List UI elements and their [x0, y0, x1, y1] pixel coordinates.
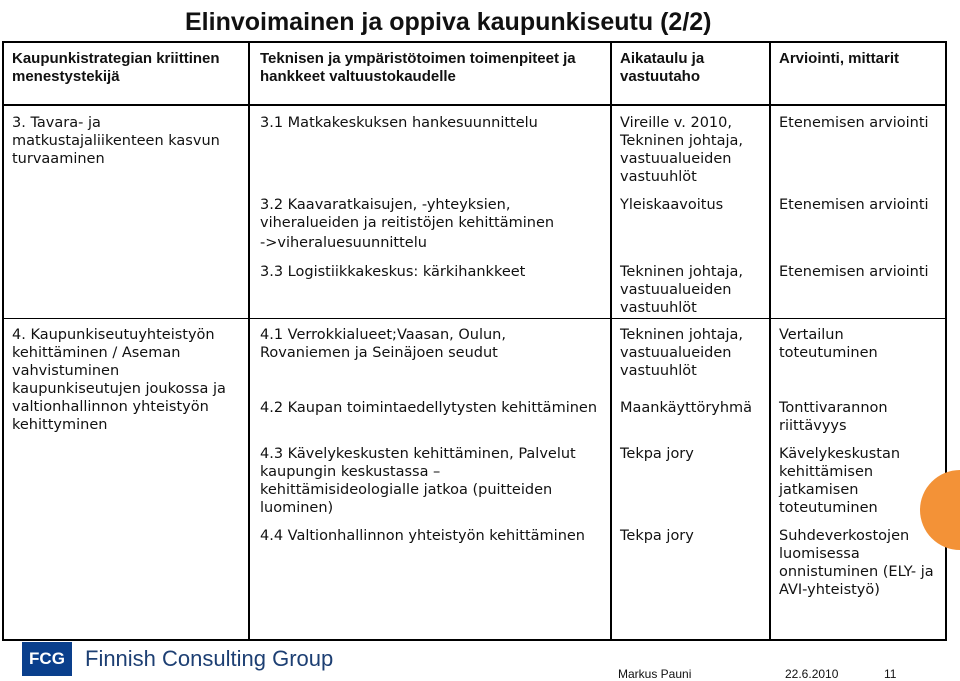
metric-3-3: Etenemisen arviointi — [779, 264, 929, 280]
action-4-2: 4.2 Kaupan toimintaedellytysten kehittäminen — [260, 400, 598, 416]
metric-4-4: Suhdeverkostojen luomisessa onnistuminen (ELY- ja AVI-yhteistyö) — [779, 528, 934, 598]
metric-3-2: Etenemisen arviointi — [779, 197, 929, 213]
section-divider — [2, 318, 947, 319]
column-divider — [248, 41, 250, 641]
schedule-3-1: Vireille v. 2010, Tekninen johtaja, vastuualueiden vastuuhlöt — [620, 115, 744, 185]
column-divider — [610, 41, 612, 641]
schedule-4-1: Tekninen johtaja, vastuualueiden vastuuhlöt — [620, 327, 744, 379]
schedule-4-2: Maankäyttöryhmä — [620, 400, 753, 416]
metric-3-1: Etenemisen arviointi — [779, 115, 929, 131]
header-actions: Teknisen ja ympäristötoimen toimenpiteet ja hankkeet valtuustokaudelle — [260, 50, 576, 85]
action-4-1: 4.1 Verrokkialueet;Vaasan, Oulun, Rovaniemen ja Seinäjoen seudut — [260, 327, 506, 361]
footer-date: 22.6.2010 — [785, 667, 839, 681]
header-factor: Kaupunkistrategian kriittinen menestystekijä — [12, 50, 220, 85]
header-schedule: Aikataulu ja vastuutaho — [620, 50, 705, 85]
factor-4: 4. Kaupunkiseutuyhteistyön kehittäminen / Aseman vahvistuminen kaupunkiseutujen joukossa ja valtionhallinnon yhteistyön kehittyminen — [12, 327, 226, 433]
metric-4-3: Kävelykeskustan kehittämisen jatkamisen toteutuminen — [779, 446, 901, 516]
header-metrics: Arviointi, mittarit — [779, 50, 900, 67]
metric-4-2: Tonttivarannon riittävyys — [779, 400, 888, 434]
footer-page-number: 11 — [884, 667, 897, 681]
factor-3: 3. Tavara- ja matkustajaliikenteen kasvun turvaaminen — [12, 115, 220, 167]
action-3-3: 3.3 Logistiikkakeskus: kärkihankkeet — [260, 264, 526, 280]
schedule-3-3: Tekninen johtaja, vastuualueiden vastuuhlöt — [620, 264, 744, 316]
fcg-logo: FCG — [22, 642, 72, 676]
action-3-1: 3.1 Matkakeskuksen hankesuunnittelu — [260, 115, 538, 131]
column-divider — [769, 41, 771, 641]
header-divider — [2, 104, 947, 106]
company-name: Finnish Consulting Group — [85, 646, 334, 671]
metric-4-1: Vertailun toteutuminen — [779, 327, 878, 361]
action-3-2-note: ->viheraluesuunnittelu — [260, 235, 427, 251]
footer-author: Markus Pauni — [618, 667, 692, 681]
schedule-4-3: Tekpa jory — [620, 446, 694, 462]
schedule-3-2: Yleiskaavoitus — [620, 197, 724, 213]
page-title: Elinvoimainen ja oppiva kaupunkiseutu (2/2) — [185, 8, 712, 36]
action-4-4: 4.4 Valtionhallinnon yhteistyön kehittäminen — [260, 528, 585, 544]
action-4-3: 4.3 Kävelykeskusten kehittäminen, Palvelut kaupungin keskustassa – kehittämisideologialle jatkoa (puitteiden luominen) — [260, 446, 576, 516]
schedule-4-4: Tekpa jory — [620, 528, 694, 544]
action-3-2: 3.2 Kaavaratkaisujen, -yhteyksien, viheralueiden ja reitistöjen kehittäminen — [260, 197, 555, 231]
